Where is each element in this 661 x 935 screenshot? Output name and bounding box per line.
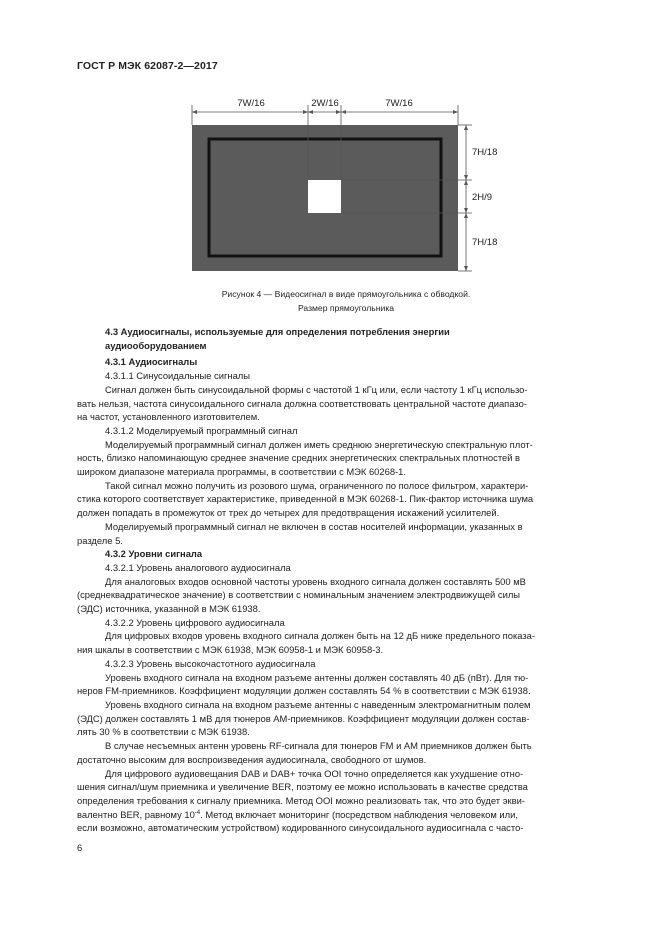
text-line: Сигнал должен быть синусоидальной формы с частотой 1 кГц или, если частоту 1 кГц использо- xyxy=(105,383,528,395)
exponent: -4 xyxy=(194,809,201,816)
top-label-left: 7W/16 xyxy=(237,98,265,109)
text-line: достаточно высоким для воспроизведения аудиосигнала, свободного от шумов. xyxy=(77,753,427,765)
text-line: Для цифрового аудиовещания DAB и DAB+ точка OOI точно определяется как ухудшение отно- xyxy=(105,767,524,779)
text-fragment: . Метод включает мониторинг (посредством наблюдения человеком или, xyxy=(200,808,518,820)
paragraph xyxy=(77,698,615,739)
figure-caption xyxy=(77,287,615,315)
text-line: Моделируемый программный сигнал должен иметь среднюю энергетическую спектральную плот- xyxy=(105,438,533,450)
figure-4-diagram xyxy=(0,0,661,300)
side-label-bottom: 7H/18 xyxy=(472,237,498,248)
text-line: на частот, установленного изготовителем. xyxy=(77,411,260,423)
text-line: Уровень входного сигнала на входном разъеме антенны должен составлять 40 дБ (пВт). Для тю- xyxy=(105,671,529,683)
document-body xyxy=(77,325,615,835)
paragraph xyxy=(77,438,615,479)
document-header: ГОСТ Р МЭК 62087-2—2017 xyxy=(77,60,218,72)
text-line: Для аналоговых входов основной частоты уровень входного сигнала должен составлять 500 мВ xyxy=(105,575,526,587)
clause-4-3-2-3-title: 4.3.2.3 Уровень высокочастотного аудиосигнала xyxy=(105,657,316,669)
text-line xyxy=(77,808,615,822)
text-line: Моделируемый программный сигнал не включен в состав носителей информации, указанных в xyxy=(105,520,523,532)
section-title-line: 4.3 Аудиосигналы, используемые для определения потребления энергии xyxy=(105,326,450,337)
text-line: (ЭДС) должен составлять 1 мВ для тюнеров АМ-приемников. Коэффициент модуляции должен состав- xyxy=(77,712,530,724)
text-line: вать нельзя, частота синусоидального сигнала должна соответствовать центральной частоте диапазо- xyxy=(77,397,527,409)
caption-line-1: Рисунок 4 — Видеосигнал в виде прямоугольника с обводкой. xyxy=(221,289,471,299)
text-line: неров FM-приемников. Коэффициент модуляции должен составлять 54 % в соответствии с МЭК 61938. xyxy=(77,685,531,697)
section-4-3-title xyxy=(77,325,615,352)
paragraph xyxy=(77,629,615,656)
paragraph xyxy=(77,575,615,616)
clause-4-3-2-1-title: 4.3.2.1 Уровень аналогового аудиосигнала xyxy=(105,561,291,573)
text-line: ность, близко напоминающую среднее значение средних энергетических спектральных плотностей в xyxy=(77,452,521,464)
clause-4-3-1-1-title: 4.3.1.1 Синусоидальные сигналы xyxy=(105,370,251,382)
text-line: если возможно, автоматическим устройством) кодированного синусоидального аудиосигнала с часто- xyxy=(77,822,524,834)
text-line: должен попадать в промежуток от трех до четырех для предотвращения искажений усилителей. xyxy=(77,507,500,519)
side-label-middle: 2H/9 xyxy=(472,192,493,203)
text-line: В случае несъемных антенн уровень RF-сигнала для тюнеров FM и АМ приемников должен быть xyxy=(105,740,532,752)
text-line: Для цифровых входов уровень входного сигнала должен быть на 12 дБ ниже предельного показа- xyxy=(105,630,536,642)
text-line: определения требования к сигналу приемника. Метод OOI можно реализовать так, что это будет экви- xyxy=(77,794,525,806)
page-number: 6 xyxy=(77,842,83,853)
clause-4-3-2-2-title: 4.3.2.2 Уровень цифрового аудиосигнала xyxy=(105,616,285,628)
paragraph xyxy=(77,767,615,836)
text-line: (ЭДС) источника, указанной в МЭК 61938. xyxy=(77,603,261,615)
text-line: Такой сигнал можно получить из розового шума, ограниченного по полосе фильтром, характери- xyxy=(105,479,529,491)
center-square xyxy=(308,180,341,213)
side-label-top: 7H/18 xyxy=(472,147,498,158)
text-line: (среднеквадратическое значение) в соответствии с номинальным значением электродвижущей силы xyxy=(77,589,521,601)
text-line: стика которого соответствует характеристике, приведенной в МЭК 60268-1. Пик-фактор источника шума xyxy=(77,493,534,505)
subsection-4-3-1-title: 4.3.1 Аудиосигналы xyxy=(105,356,198,368)
text-line: Уровень входного сигнала на входном разъеме антенны с наведенным электромагнитным полем xyxy=(105,698,531,710)
paragraph xyxy=(77,739,615,766)
paragraph xyxy=(77,479,615,520)
clause-4-3-1-2-title: 4.3.1.2 Моделируемый программный сигнал xyxy=(105,424,298,436)
top-label-right: 7W/16 xyxy=(385,98,413,109)
paragraph xyxy=(77,671,615,698)
paragraph xyxy=(77,383,615,424)
text-fragment: валентно BER, равному 10 xyxy=(77,808,195,820)
section-title-line: аудиооборудованием xyxy=(105,339,207,351)
subsection-4-3-2-title: 4.3.2 Уровни сигнала xyxy=(105,548,203,560)
text-line: широком диапазоне материала программы, в соответствии с МЭК 60268-1. xyxy=(77,466,406,478)
top-label-center: 2W/16 xyxy=(311,98,339,109)
caption-line-2: Размер прямоугольника xyxy=(297,303,395,313)
text-line: разделе 5. xyxy=(77,534,123,546)
paragraph xyxy=(77,520,615,547)
text-line: лять 30 % в соответствии с МЭК 61938. xyxy=(77,726,250,738)
text-line: шения сигнал/шум приемника и увеличение BER, поэтому ее можно использовать в качестве средства xyxy=(77,781,528,793)
text-line: ния шкалы в соответствии с МЭК 61938, МЭК 60958-1 и МЭК 60958-3. xyxy=(77,644,384,656)
